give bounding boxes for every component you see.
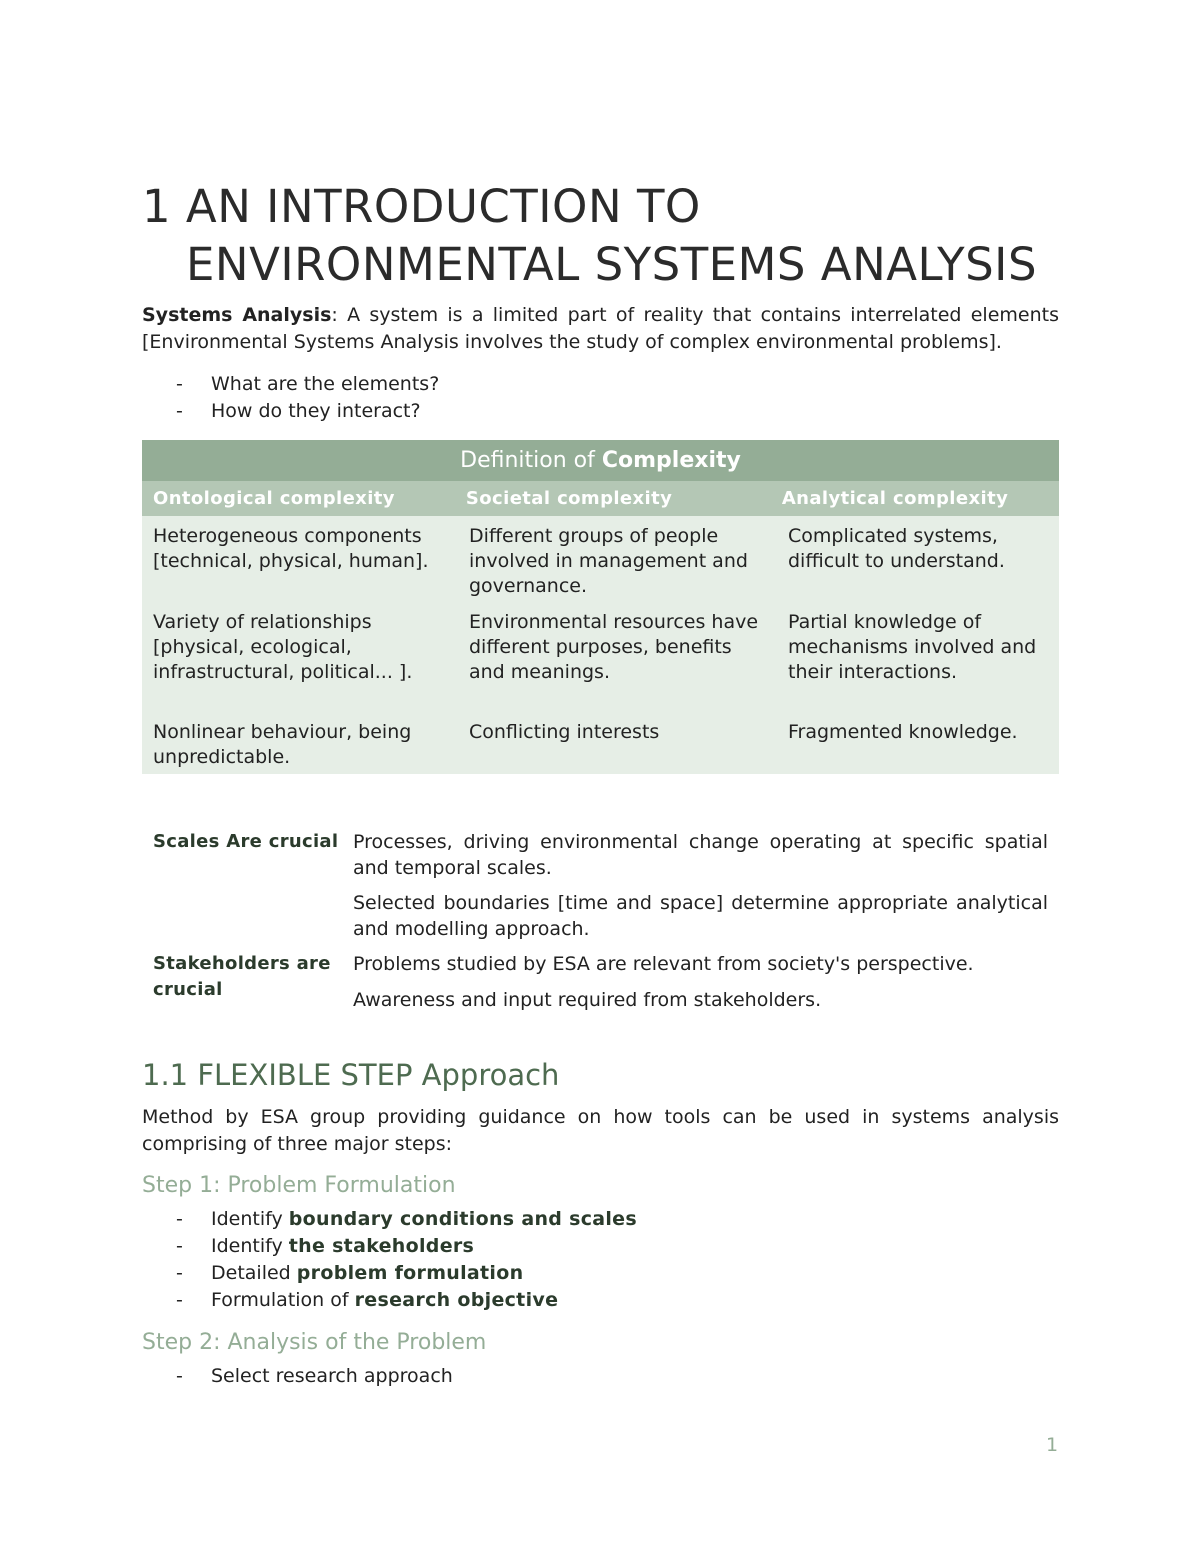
step1-list — [142, 1206, 1059, 1314]
list-item: - What are the elements? — [142, 371, 1059, 398]
table-cell: Heterogeneous components [technical, physical, human]. — [153, 525, 429, 572]
scales-label: Scales Are crucial — [153, 831, 339, 852]
list-item: - How do they interact? — [142, 398, 1059, 425]
complexity-title-bold: Complexity — [601, 448, 741, 473]
step2-list — [142, 1363, 1059, 1390]
scales-text-2: Selected boundaries [time and space] determine appropriate analytical and modelling approach. — [353, 892, 1048, 940]
stakeholders-text-2: Awareness and input required from stakeholders. — [353, 989, 822, 1011]
complexity-table — [142, 440, 1059, 774]
complexity-table-header — [142, 481, 1059, 516]
list-item: - Detailed problem formulation — [142, 1260, 1059, 1287]
intro-paragraph — [142, 302, 1059, 356]
complexity-table-title — [142, 440, 1059, 481]
section-paragraph: Method by ESA group providing guidance on how tools can be used in systems analysis comprising of three major steps: — [142, 1106, 1059, 1155]
stakeholders-label: Stakeholders are crucial — [153, 953, 331, 1000]
intro-term: Systems Analysis — [142, 304, 332, 326]
table-cell: Fragmented knowledge. — [788, 721, 1018, 743]
section-heading: 1.1 FLEXIBLE STEP Approach — [142, 1058, 560, 1092]
page-number: 1 — [1046, 1434, 1059, 1456]
list-item: - Formulation of research objective — [142, 1287, 1059, 1314]
table-cell: Complicated systems, difficult to understand. — [788, 525, 1005, 572]
chapter-heading-line2: ENVIRONMENTAL SYSTEMS ANALYSIS — [186, 238, 1038, 291]
chapter-heading — [142, 178, 1059, 294]
list-item: - Select research approach — [142, 1363, 1059, 1390]
table-cell: Different groups of people involved in management and governance. — [469, 525, 748, 597]
complexity-table-body — [142, 516, 1059, 774]
table-cell: Conflicting interests — [469, 721, 660, 743]
complexity-title-prefix: Definition of — [460, 448, 602, 473]
table-cell: Partial knowledge of mechanisms involved and their interactions. — [788, 611, 1037, 683]
step1-heading: Step 1: Problem Formulation — [142, 1173, 456, 1198]
table-cell: Environmental resources have different purposes, benefits and meanings. — [469, 611, 759, 683]
header-analytical: Analytical complexity — [781, 488, 1009, 509]
header-societal: Societal complexity — [465, 488, 673, 509]
header-ontological: Ontological complexity — [153, 488, 395, 509]
question-list — [142, 371, 1059, 425]
chapter-heading-line1: 1 AN INTRODUCTION TO — [142, 180, 701, 233]
table-cell: Nonlinear behaviour, being unpredictable. — [153, 721, 412, 768]
list-item: - Identify boundary conditions and scales — [142, 1206, 1059, 1233]
scales-text-1: Processes, driving environmental change operating at specific spatial and temporal scales. — [353, 831, 1048, 879]
list-item: - Identify the stakeholders — [142, 1233, 1059, 1260]
table-cell: Variety of relationships [physical, ecological, infrastructural, political... ]. — [153, 611, 413, 683]
stakeholders-text-1: Problems studied by ESA are relevant from society's perspective. — [353, 953, 974, 975]
intro-text: : A system is a limited part of reality that contains interrelated elements [Environmental Systems Analysis involves the study of complex environmental problems]. — [142, 304, 1059, 353]
step2-heading: Step 2: Analysis of the Problem — [142, 1330, 487, 1355]
